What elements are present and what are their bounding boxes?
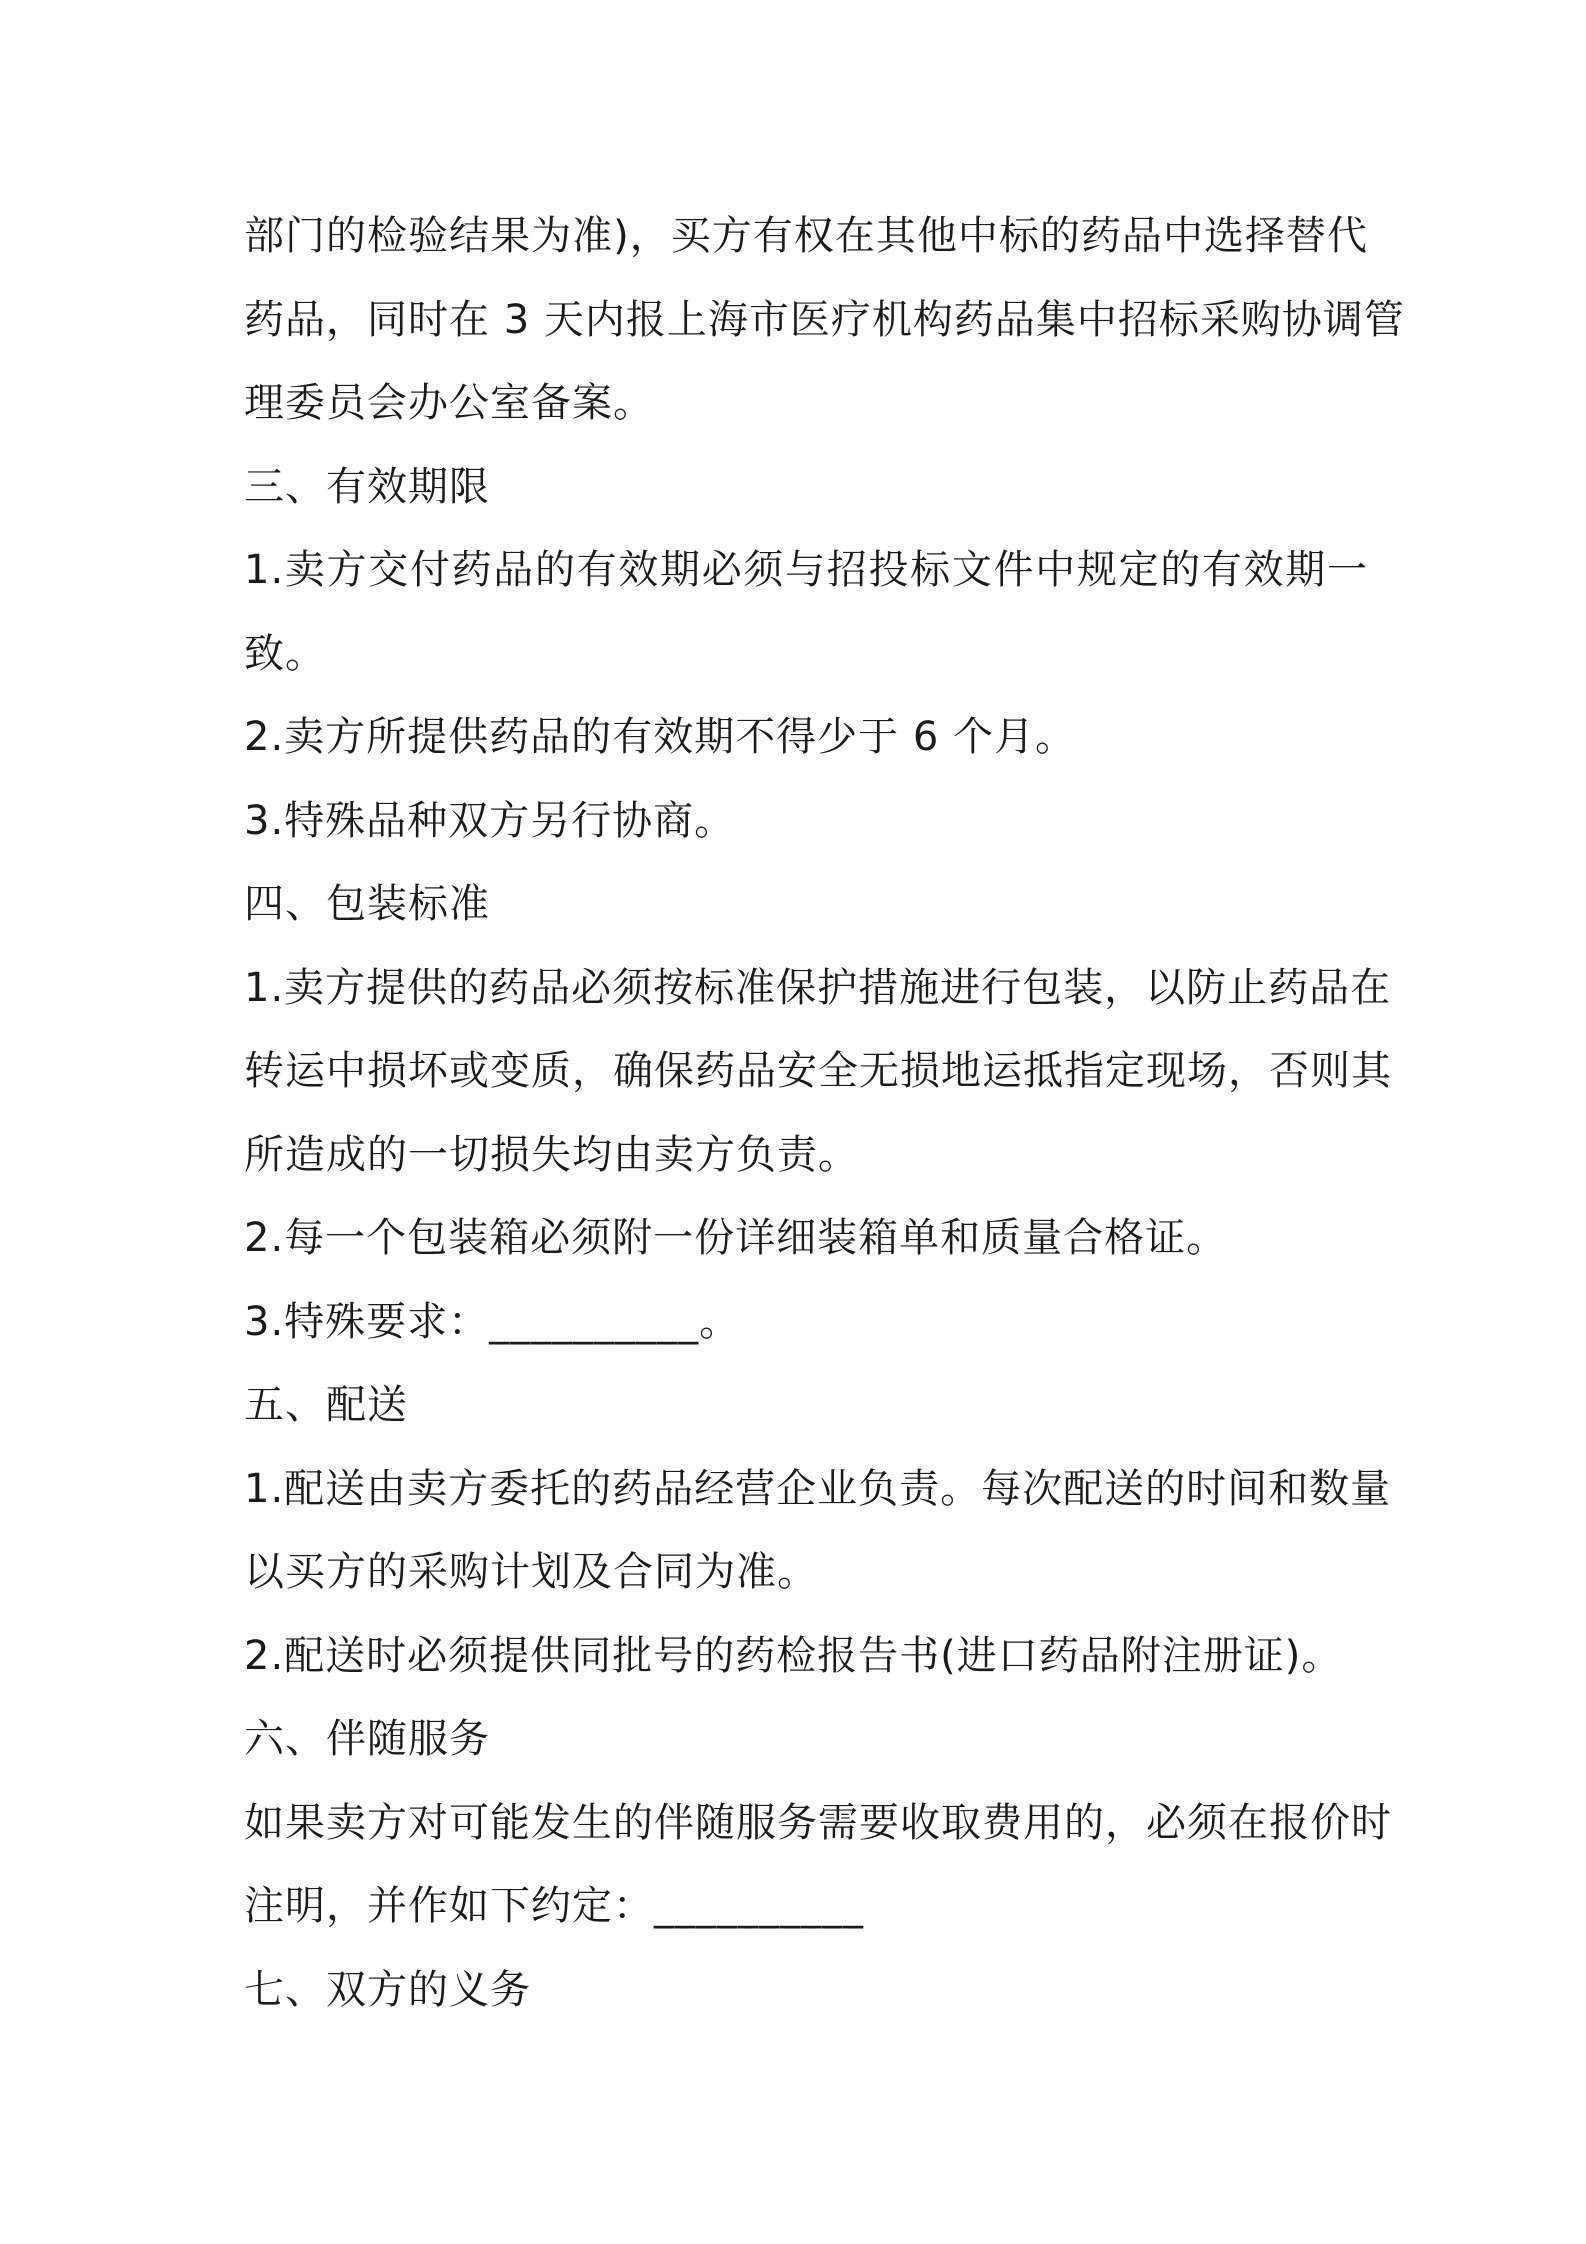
paragraph-line: 转运中损坏或变质，确保药品安全无损地运抵指定现场，否则其	[244, 1048, 1392, 1094]
paragraph-line: 2.配送时必须提供同批号的药检报告书(进口药品附注册证)。	[244, 1632, 1343, 1679]
paragraph-line: 药品，同时在 3 天内报上海市医疗机构药品集中招标采购协调管	[244, 296, 1405, 343]
paragraph-line: 1.卖方交付药品的有效期必须与招投标文件中规定的有效期一	[244, 547, 1368, 593]
document-body	[244, 195, 1405, 2032]
paragraph-line: 所造成的一切损失均由卖方负责。	[244, 1131, 859, 1178]
paragraph-line: 1.卖方提供的药品必须按标准保护措施进行包装，以防止药品在	[244, 964, 1392, 1011]
section-heading: 七、双方的义务	[244, 1966, 531, 2013]
section-heading: 三、有效期限	[244, 463, 490, 510]
paragraph-line: 如果卖方对可能发生的伴随服务需要收取费用的，必须在报价时	[244, 1799, 1392, 1846]
paragraph-line: 2.每一个包装箱必须附一份详细装箱单和质量合格证。	[244, 1215, 1228, 1261]
paragraph-line: 1.配送由卖方委托的药品经营企业负责。每次配送的时间和数量	[244, 1465, 1392, 1512]
paragraph-line: 3.特殊要求：__________。	[244, 1298, 741, 1345]
paragraph-line: 部门的检验结果为准)，买方有权在其他中标的药品中选择替代	[244, 213, 1368, 259]
section-heading: 四、包装标准	[244, 881, 490, 927]
paragraph-line: 2.卖方所提供药品的有效期不得少于 6 个月。	[244, 714, 1077, 760]
section-heading: 五、配送	[244, 1382, 408, 1428]
paragraph-line: 以买方的采购计划及合同为准。	[244, 1549, 818, 1595]
paragraph-line: 理委员会办公室备案。	[244, 380, 654, 426]
paragraph-line: 注明，并作如下约定：__________	[244, 1883, 864, 1929]
paragraph-line: 致。	[244, 630, 326, 677]
section-heading: 六、伴随服务	[244, 1716, 490, 1762]
paragraph-line: 3.特殊品种双方另行协商。	[244, 797, 736, 844]
